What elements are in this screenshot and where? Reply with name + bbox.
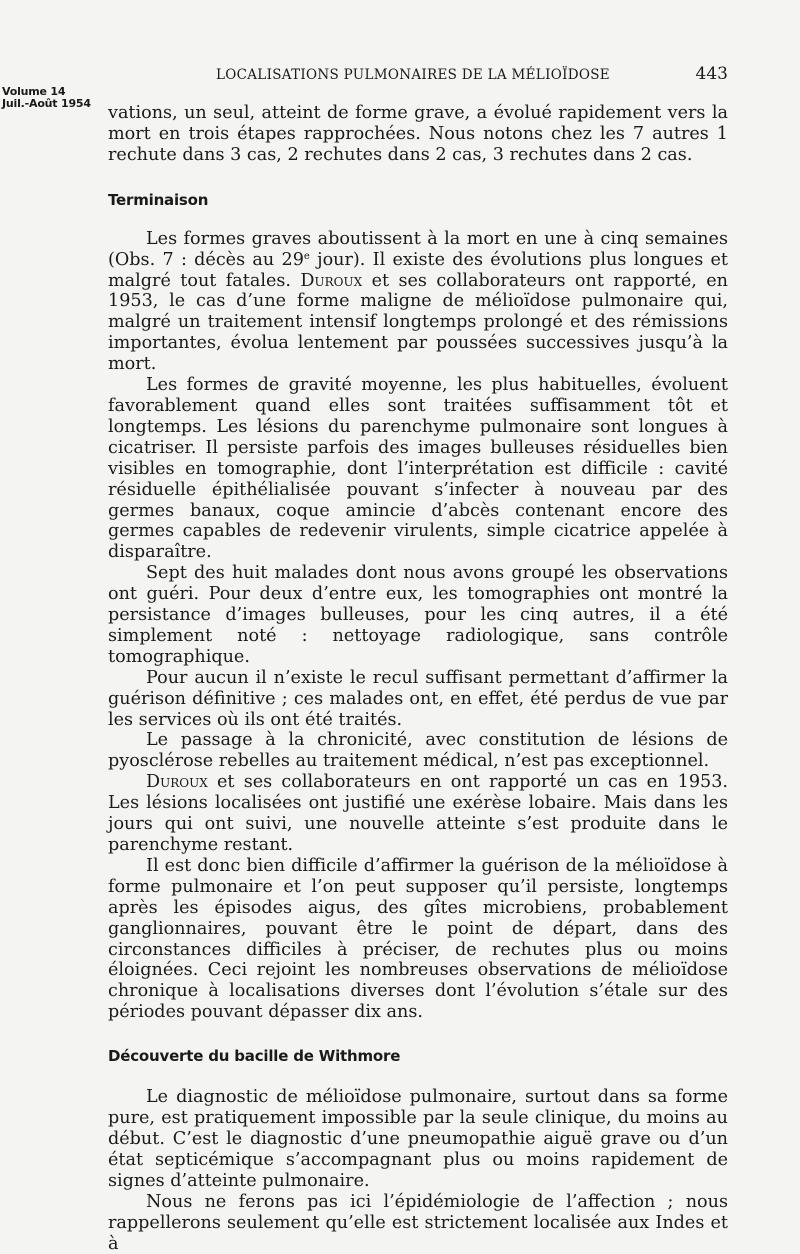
paragraph-recul: Pour aucun il n’existe le recul suffisant permettant d’affirmer la guérison définitive ; ces malades ont, en effet, été perdus de vue par les services où ils ont été traités.	[108, 667, 728, 730]
paragraph-formes-graves: Les formes graves aboutissent à la mort en une à cinq semaines (Obs. 7 : décès au 29e jour). Il existe des évolutions plus longues et malgré tout fatales. Duroux et ses collaborateurs ont rapporté, en 1953, le cas d’une forme maligne de mélioïdose pulmonaire qui, malgré un traitement intensif longtemps prolongé et des rémissions importantes, évolua lentement par poussées successives jusqu’à la mort.	[108, 228, 728, 375]
paragraph-continuation: vations, un seul, atteint de forme grave, a évolué rapidement vers la mort en trois étapes rapprochées. Nous notons chez les 7 autres 1 rechute dans 3 cas, 2 rechutes dans 2 cas, 3 rechutes dans 2 cas.	[108, 103, 728, 165]
ordinal-superscript: e	[303, 250, 310, 262]
issue-date: Juil.-Août 1954	[2, 97, 91, 110]
article-body	[108, 103, 728, 1254]
paragraph-chronicite: Le passage à la chronicité, avec constitution de lésions de pyosclérose rebelles au traitement médical, n’est pas exceptionnel.	[108, 730, 728, 772]
paragraph-duroux-cas: Duroux et ses collaborateurs en ont rapporté un cas en 1953. Les lésions localisées ont justifié une exérèse lobaire. Mais dans les jours qui ont suivi, une nouvelle atteinte s’est produite dans le parenchyme restant.	[108, 772, 728, 855]
page-number: 443	[695, 64, 728, 84]
running-title: LOCALISATIONS PULMONAIRES DE LA MÉLIOÏDOSE	[216, 67, 610, 83]
paragraph-gravite-moyenne: Les formes de gravité moyenne, les plus habituelles, évoluent favorablement quand elles sont traitées suffisamment tôt et longtemps. Les lésions du parenchyme pulmonaire sont longues à cicatriser. Il persiste parfois des images bulleuses résiduelles bien visibles en tomographie, dont l’interprétation est difficile : cavité résiduelle épithélialisée pouvant s’infecter à nouveau par des germes banaux, coque amincie d’abcès contenant encore des germes capables de redevenir virulents, simple cicatrice appelée à disparaître.	[108, 375, 728, 563]
section-heading-terminaison: Terminaison	[108, 190, 209, 209]
volume-label: Volume 14	[2, 85, 66, 98]
running-header	[216, 64, 728, 84]
paragraph-guerison: Il est donc bien difficile d’affirmer la guérison de la mélioïdose à forme pulmonaire et l’on peut supposer qu’il persiste, longtemps après les épisodes aigus, des gîtes microbiens, probablement ganglionnaires, pouvant être le point de départ, dans des circonstances difficiles à préciser, de rechutes plus ou moins éloignées. Ceci rejoint les nombreuses observations de mélioïdose chronique à localisations diverses dont l’évolution s’étale sur des périodes pouvant dépasser dix ans.	[108, 855, 728, 1023]
section-heading-decouverte: Découverte du bacille de Withmore	[108, 1047, 401, 1066]
author-name: Duroux	[146, 772, 208, 793]
paragraph-epidemiologie: Nous ne ferons pas ici l’épidémiologie de l’affection ; nous rappellerons seulement qu’elle est strictement localisée aux Indes et à	[108, 1191, 728, 1254]
author-name: Duroux	[300, 270, 363, 291]
paragraph-diagnostic: Le diagnostic de mélioïdose pulmonaire, surtout dans sa forme pure, est pratiquement impossible par la seule clinique, du moins au début. C’est le diagnostic d’une pneumopathie aiguë grave ou d’un état septicémique s’accompagnant plus ou moins rapidement de signes d’atteinte pulmonaire.	[108, 1087, 728, 1191]
paragraph-sept-malades: Sept des huit malades dont nous avons groupé les observations ont guéri. Pour deux d’entre eux, les tomographies ont montré la persistance d’images bulleuses, pour les cinq autres, il a été simplement noté : nettoyage radiologique, sans contrôle tomographique.	[108, 563, 728, 667]
margin-note	[2, 86, 91, 110]
